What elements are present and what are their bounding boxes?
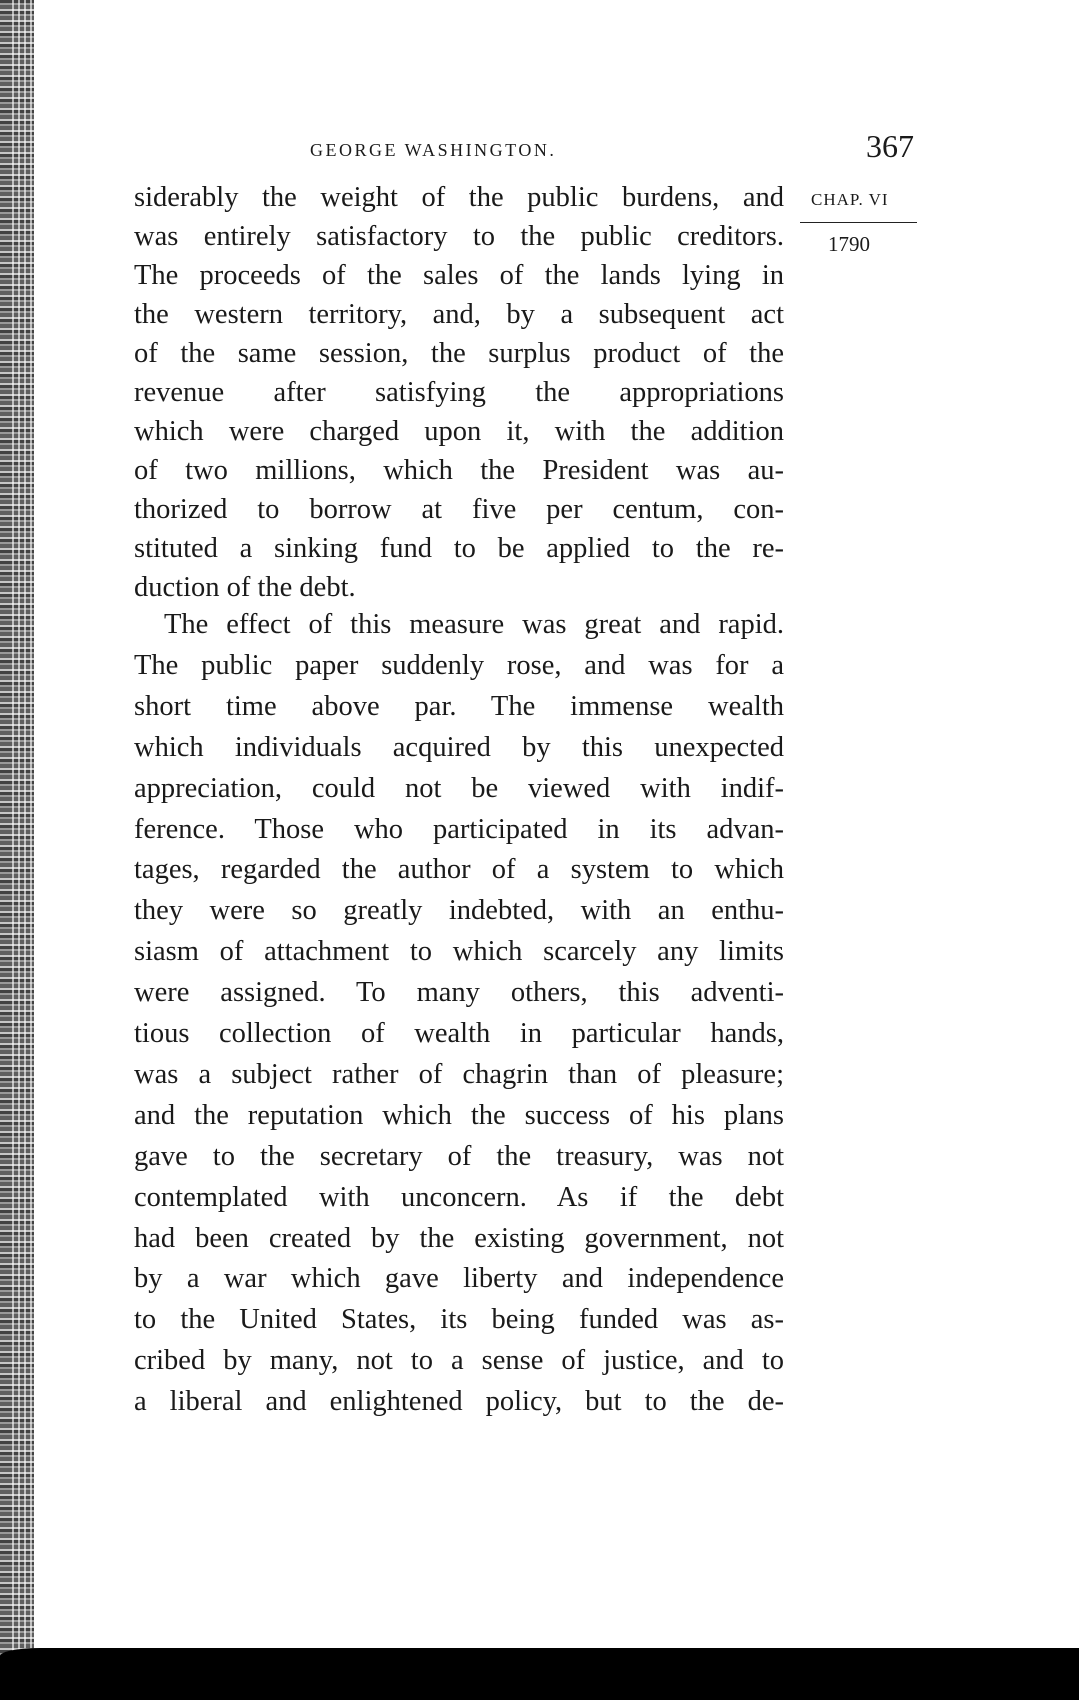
text-line: contemplated with unconcern. As if the debt	[134, 1181, 784, 1213]
text-line: which individuals acquired by this unexpected	[134, 731, 784, 763]
page-number: 367	[866, 128, 914, 164]
text-line: were assigned. To many others, this adventi-	[134, 977, 784, 1009]
running-title: GEORGE WASHINGTON.	[310, 140, 557, 160]
text-line: was entirely satisfactory to the public creditors.	[134, 221, 784, 252]
text-line: The public paper suddenly rose, and was for a	[134, 649, 784, 681]
text-line: The effect of this measure was great and rapid.	[164, 609, 784, 640]
text-line: cribed by many, not to a sense of justice, and to	[134, 1345, 784, 1377]
text-line: siasm of attachment to which scarcely any limits	[134, 936, 784, 968]
text-line: short time above par. The immense wealth	[134, 690, 784, 722]
text-line: to the United States, its being funded was as-	[134, 1304, 784, 1336]
text-line: a liberal and enlightened policy, but to the de-	[134, 1386, 784, 1418]
book-binding-edge-texture	[8, 0, 34, 1660]
text-line: duction of the debt.	[134, 572, 356, 603]
text-line: they were so greatly indebted, with an enthu-	[134, 895, 784, 927]
text-line: The proceeds of the sales of the lands lying in	[134, 260, 784, 291]
text-line: revenue after satisfying the appropriations	[134, 377, 784, 408]
margin-year: 1790	[828, 232, 870, 256]
margin-rule	[800, 222, 917, 223]
text-line: of two millions, which the President was au-	[134, 455, 784, 486]
text-line: was a subject rather of chagrin than of pleasure;	[134, 1058, 784, 1090]
text-line: the western territory, and, by a subsequent act	[134, 299, 784, 330]
text-line: by a war which gave liberty and independence	[134, 1263, 784, 1295]
text-line: ference. Those who participated in its advan-	[134, 813, 784, 845]
scan-bottom-shadow	[0, 1648, 1079, 1700]
text-line: gave to the secretary of the treasury, was not	[134, 1140, 784, 1172]
text-line: had been created by the existing government, not	[134, 1222, 784, 1254]
text-line: appreciation, could not be viewed with indif-	[134, 772, 784, 804]
text-line: of the same session, the surplus product of the	[134, 338, 784, 369]
text-line: thorized to borrow at five per centum, con-	[134, 494, 784, 525]
text-line: stituted a sinking fund to be applied to the re-	[134, 533, 784, 564]
text-line: which were charged upon it, with the addition	[134, 416, 784, 447]
text-line: siderably the weight of the public burdens, and	[134, 182, 784, 213]
text-line: tious collection of wealth in particular hands,	[134, 1018, 784, 1049]
margin-chapter: CHAP. VI	[811, 190, 889, 209]
text-line: tages, regarded the author of a system to which	[134, 854, 784, 886]
text-line: and the reputation which the success of his plans	[134, 1099, 784, 1131]
